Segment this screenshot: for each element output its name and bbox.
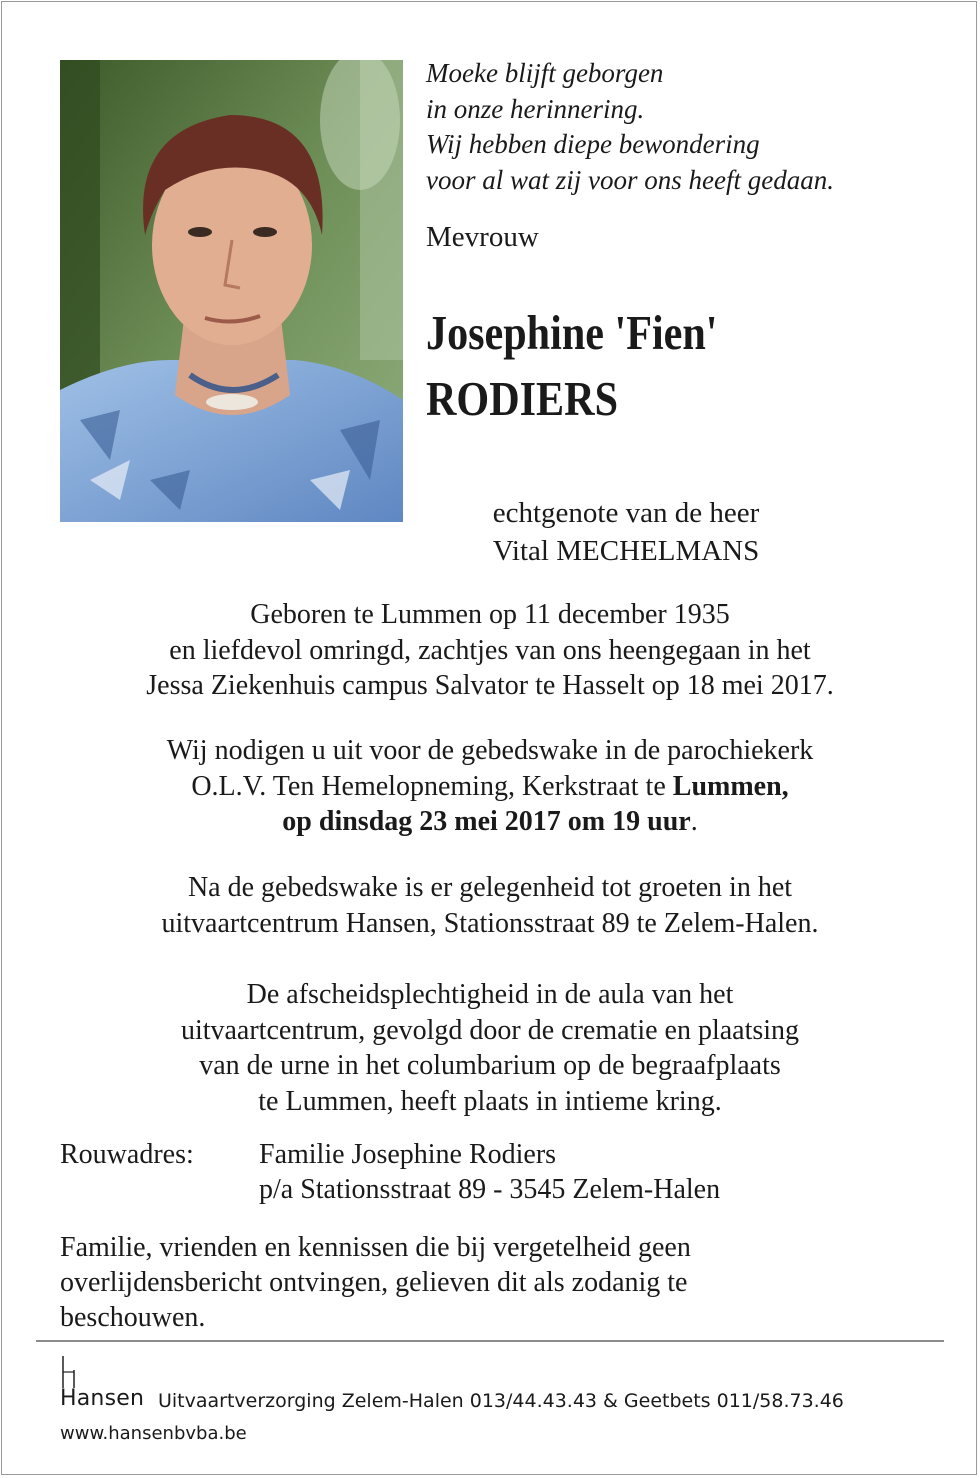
spouse-name: Vital MECHELMANS bbox=[492, 535, 760, 567]
paragraph-line: uitvaartcentrum, gevolgd door de crematie en plaatsing bbox=[180, 1014, 800, 1046]
vigil-datetime: op dinsdag 23 mei 2017 om 19 uur bbox=[282, 806, 691, 837]
farewell-paragraph bbox=[40, 977, 940, 1119]
paragraph-line: en liefdevol omringd, zachtjes van ons heengegaan in het bbox=[169, 634, 811, 666]
footer-divider bbox=[36, 1340, 944, 1342]
paragraph-line bbox=[40, 804, 940, 840]
poem-line: Wij hebben diepe bewondering bbox=[426, 129, 760, 159]
hansen-logo-icon bbox=[60, 1356, 84, 1390]
birth-death-paragraph bbox=[40, 597, 940, 704]
paragraph-line: te Lummen, heeft plaats in intieme kring. bbox=[258, 1085, 722, 1117]
mourning-address-lines bbox=[259, 1137, 720, 1207]
paragraph-line: van de urne in het columbarium op de begraafplaats bbox=[199, 1050, 781, 1081]
spouse-relation: echtgenote van de heer bbox=[492, 497, 760, 529]
paragraph-line: Na de gebedswake is er gelegenheid tot groeten in het bbox=[187, 872, 793, 903]
portrait-photo bbox=[60, 60, 403, 522]
mourning-address-line: Familie Josephine Rodiers bbox=[259, 1139, 557, 1170]
funeral-home-brand: Hansen bbox=[60, 1386, 145, 1411]
deceased-last-name: RODIERS bbox=[426, 371, 619, 426]
vigil-church: O.L.V. Ten Hemelopneming, Kerkstraat te bbox=[191, 770, 673, 802]
paragraph-line: De afscheidsplechtigheid in de aula van het bbox=[246, 979, 734, 1010]
paragraph-line: Familie, vrienden en kennissen die bij vergetelheid geen bbox=[60, 1232, 691, 1263]
deceased-first-name: Josephine 'Fien' bbox=[426, 305, 718, 360]
spouse bbox=[426, 494, 826, 570]
vigil-place: Lummen, bbox=[672, 770, 789, 802]
paragraph-line: overlijdensbericht ontvingen, gelieven dit als zodanig te bbox=[60, 1267, 688, 1298]
paragraph-line: beschouwen. bbox=[60, 1302, 206, 1333]
paragraph-line: Jessa Ziekenhuis campus Salvator te Hasselt op 18 mei 2017. bbox=[146, 670, 834, 701]
mourning-address-label: Rouwadres: bbox=[60, 1139, 194, 1170]
funeral-home-contact: Uitvaartverzorging Zelem-Halen 013/44.43.43 & Geetbets 011/58.73.46 bbox=[158, 1390, 844, 1412]
poem bbox=[426, 56, 834, 198]
poem-line: in onze herinnering. bbox=[426, 93, 645, 124]
greetings-paragraph bbox=[40, 870, 940, 941]
honorific: Mevrouw bbox=[426, 221, 539, 253]
paragraph-line: Wij nodigen u uit voor de gebedswake in de parochiekerk bbox=[166, 735, 814, 766]
vigil-period: . bbox=[690, 806, 698, 837]
notice-paragraph bbox=[60, 1230, 920, 1335]
vigil-paragraph bbox=[40, 733, 940, 840]
paragraph-line: uitvaartcentrum Hansen, Stationsstraat 89 te Zelem-Halen. bbox=[161, 907, 819, 939]
poem-line: voor al wat zij voor ons heeft gedaan. bbox=[426, 164, 834, 195]
paragraph-line: Geboren te Lummen op 11 december 1935 bbox=[250, 599, 730, 630]
funeral-home-website[interactable]: www.hansenbvba.be bbox=[60, 1423, 247, 1444]
paragraph-line bbox=[40, 769, 940, 805]
mourning-address-line: p/a Stationsstraat 89 - 3545 Zelem-Halen bbox=[259, 1174, 721, 1205]
poem-line: Moeke blijft geborgen bbox=[426, 58, 664, 88]
deceased-name bbox=[426, 300, 718, 432]
